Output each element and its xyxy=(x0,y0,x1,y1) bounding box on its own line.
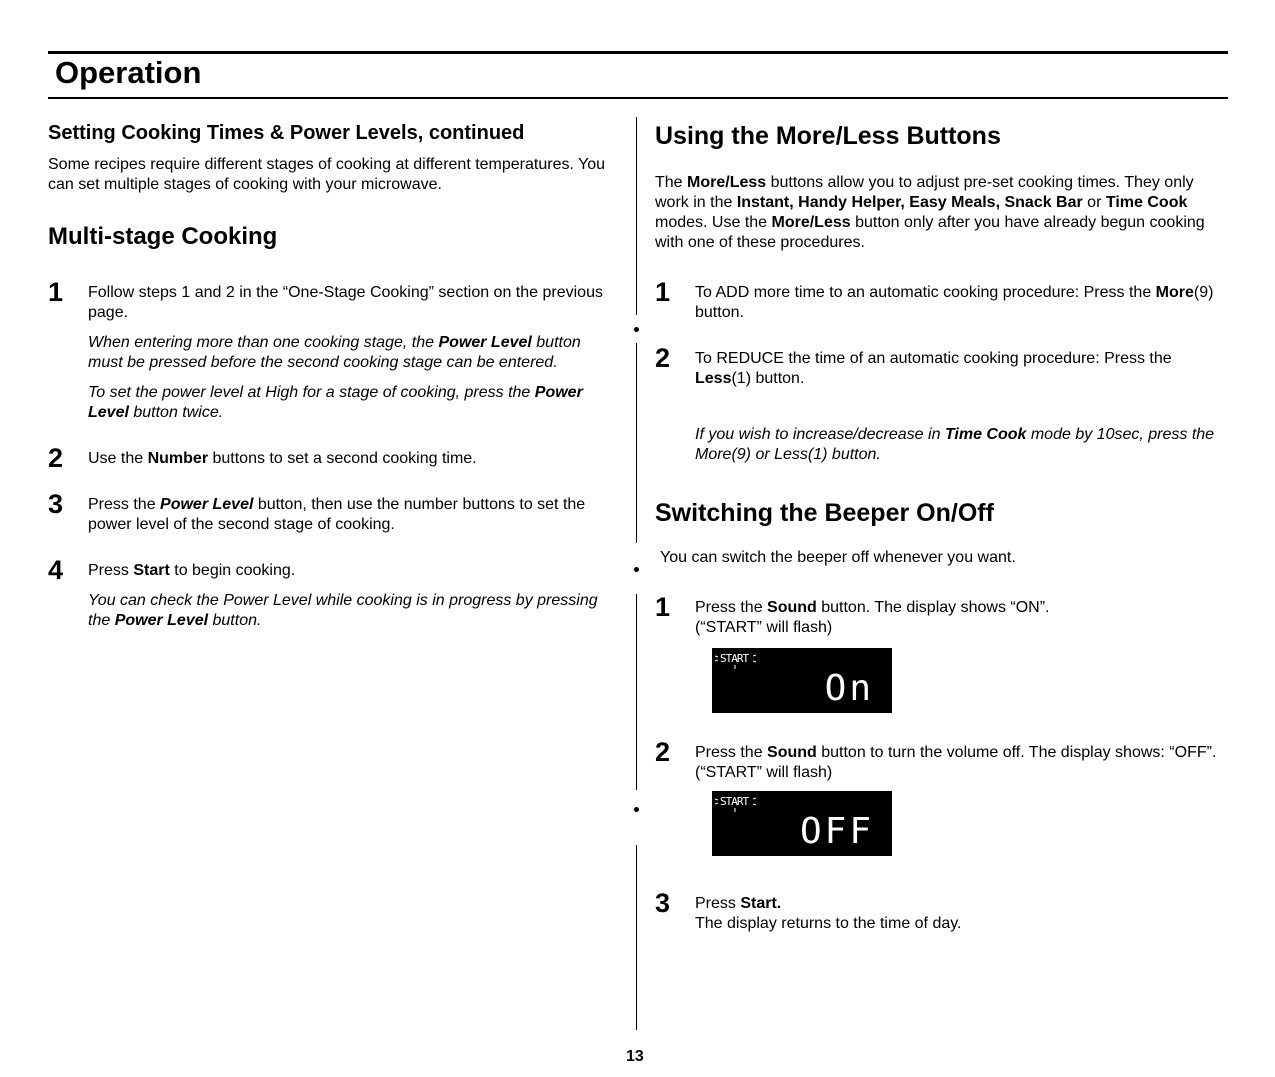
lcd-start-label: START xyxy=(720,652,749,665)
more-less-note: If you wish to increase/decrease in Time Cook mode by 10sec, press the More(9) or Less(1) button. xyxy=(695,426,1215,463)
section-heading-beeper: Switching the Beeper On/Off xyxy=(655,499,994,527)
left-column xyxy=(48,122,618,631)
step-4 xyxy=(48,555,618,631)
column-divider xyxy=(636,594,637,790)
step-number: 3 xyxy=(48,489,64,519)
page-title: Operation xyxy=(55,55,202,90)
page-number: 13 xyxy=(626,1048,644,1065)
column-divider xyxy=(636,117,637,315)
column-divider xyxy=(636,343,637,543)
more-less-intro: The More/Less buttons allow you to adjust pre-set cooking times. They only work in the Instant, Handy Helper, Easy Meals, Snack Bar or Time Cook modes. Use the More/Less button only after you have already begun cooking with one of these procedures. xyxy=(655,174,1205,251)
step-note: When entering more than one cooking stage, the Power Level button must be pressed before the second cooking stage can be entered. xyxy=(88,334,581,371)
step-text: Use the Number buttons to set a second cooking time. xyxy=(88,450,477,467)
lcd-start-label: START xyxy=(720,795,749,808)
step-3 xyxy=(48,489,618,535)
section-heading-more-less: Using the More/Less Buttons xyxy=(655,122,1001,150)
header-bottom-rule xyxy=(48,97,1228,99)
step-number: 1 xyxy=(48,277,64,307)
step-number: 1 xyxy=(655,277,671,307)
step-subtext: (“START” will flash) xyxy=(695,619,833,636)
step-subtext: The display returns to the time of day. xyxy=(695,915,962,932)
step-2 xyxy=(48,443,618,473)
step-note: You can check the Power Level while cooking is in progress by pressing the Power Level button. xyxy=(88,592,598,629)
step-number: 2 xyxy=(655,737,671,767)
lcd-display-off xyxy=(712,791,892,856)
step-text: Press the Sound button. The display shows “ON”. xyxy=(695,599,1050,616)
section-heading-setting-cooking-times: Setting Cooking Times & Power Levels, continued xyxy=(48,122,525,144)
step-text: To ADD more time to an automatic cooking procedure: Press the More(9) button. xyxy=(695,284,1214,321)
step-note: To set the power level at High for a stage of cooking, press the Power Level button twice. xyxy=(88,384,583,421)
binder-dot xyxy=(634,807,639,812)
beeper-intro: You can switch the beeper off whenever you want. xyxy=(660,549,1016,566)
lcd-value: On xyxy=(824,668,874,709)
step-number: 3 xyxy=(655,888,671,918)
step-number: 4 xyxy=(48,555,64,585)
binder-dot xyxy=(634,567,639,572)
section-heading-multi-stage: Multi-stage Cooking xyxy=(48,223,278,250)
column-divider xyxy=(636,845,637,1030)
intro-paragraph: Some recipes require different stages of cooking at different temperatures. You can set multiple stages of cooking with your microwave. xyxy=(48,156,606,193)
more-less-step-2 xyxy=(655,343,1230,389)
more-less-step-1 xyxy=(655,277,1230,323)
binder-dot xyxy=(634,327,639,332)
step-text: Follow steps 1 and 2 in the “One-Stage Cooking” section on the previous page. xyxy=(88,284,603,321)
lcd-value: OFF xyxy=(799,811,874,852)
step-text: Press the Power Level button, then use the number buttons to set the power level of the second stage of cooking. xyxy=(88,496,586,533)
step-number: 2 xyxy=(48,443,64,473)
step-number: 1 xyxy=(655,592,671,622)
step-text: To REDUCE the time of an automatic cooking procedure: Press the Less(1) button. xyxy=(695,350,1172,387)
step-number: 2 xyxy=(655,343,671,373)
right-column xyxy=(655,122,1230,934)
beeper-step-1 xyxy=(655,592,1230,713)
step-text: Press Start. xyxy=(695,895,782,912)
step-1 xyxy=(48,277,618,423)
beeper-step-3 xyxy=(655,888,1230,934)
step-text: Press Start to begin cooking. xyxy=(88,562,296,579)
step-text: Press the Sound button to turn the volume off. The display shows: “OFF”.(“START” will flash) xyxy=(695,744,1217,781)
beeper-step-2 xyxy=(655,737,1230,856)
header-top-rule xyxy=(48,51,1228,54)
lcd-display-on xyxy=(712,648,892,713)
